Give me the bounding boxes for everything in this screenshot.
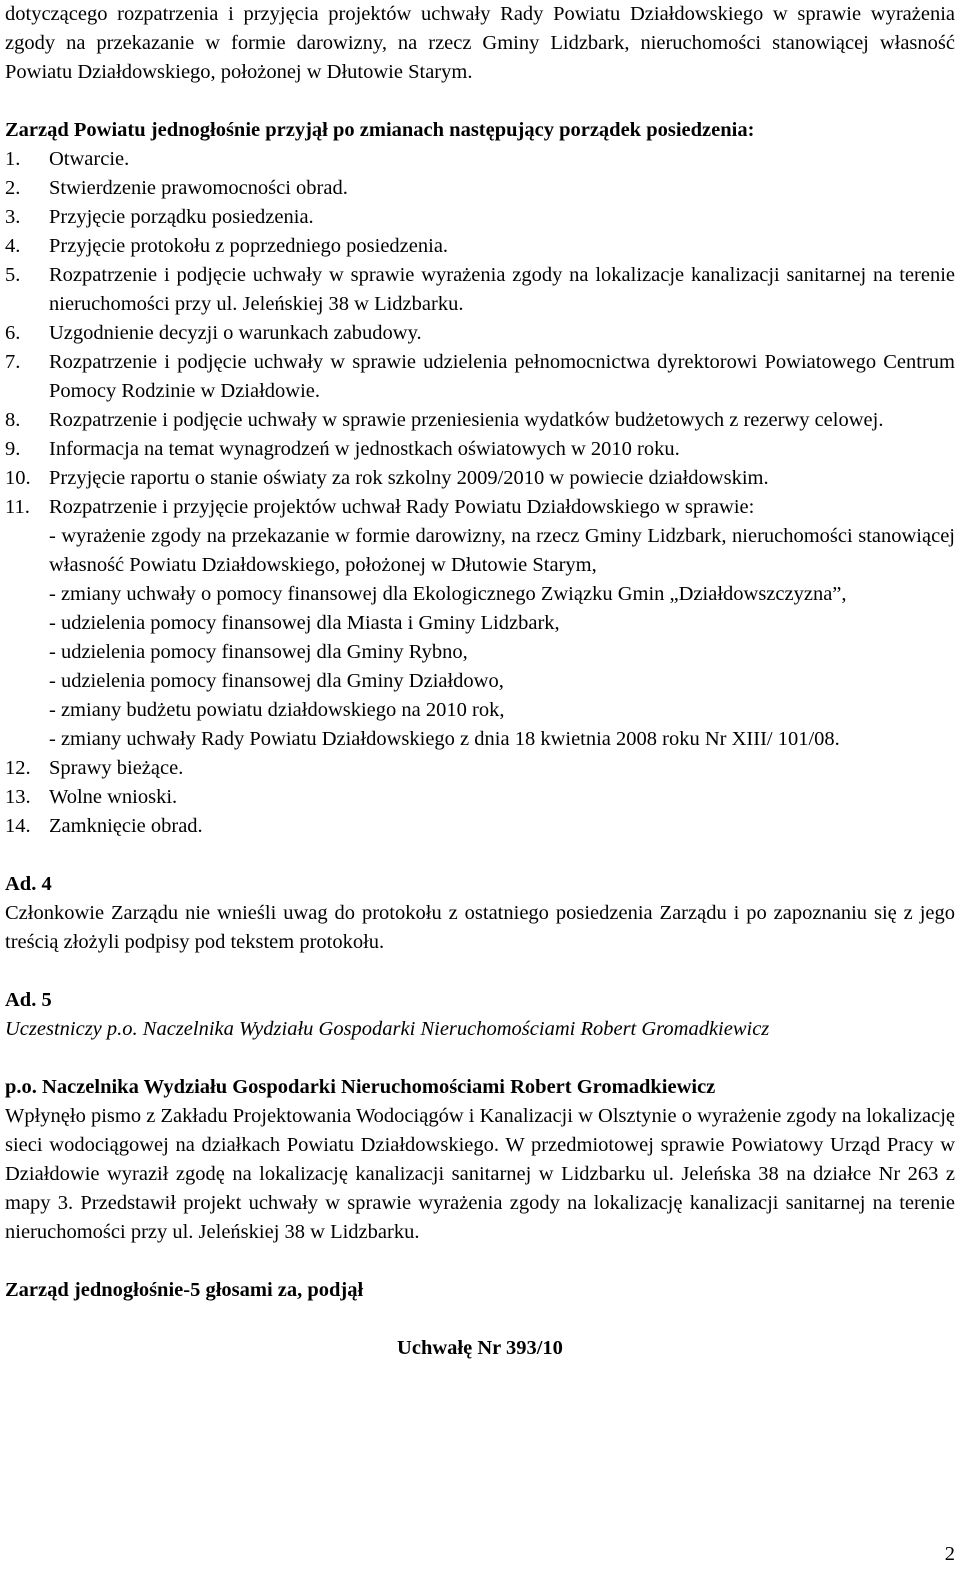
agenda-subitem: - zmiany budżetu powiatu działdowskiego na 2010 rok, <box>49 699 505 721</box>
agenda-subitem: - zmiany uchwały o pomocy finansowej dla Ekologicznego Związku Gmin „Działdowszczyzna”, <box>49 583 847 605</box>
agenda-subitem: - udzielenia pomocy finansowej dla Gminy Działdowo, <box>49 670 504 692</box>
agenda-item: 12. Sprawy bieżące. <box>5 757 184 779</box>
agenda-item: 10. Przyjęcie raportu o stanie oświaty za rok szkolny 2009/2010 w powiecie działdowskim. <box>5 467 769 489</box>
agenda-item-11-text: Rozpatrzenie i przyjęcie projektów uchwał Rady Powiatu Działdowskiego w sprawie: <box>49 496 755 518</box>
agenda-item: 9. Informacja na temat wynagrodzeń w jednostkach oświatowych w 2010 roku. <box>5 438 680 460</box>
ad5-text: Wpłynęło pismo z Zakładu Projektowania Wodociągów i Kanalizacji w Olsztynie o wyrażenie zgody na lokalizację sieci wodociągowej na działkach Powiatu Działdowskiego. W przedmiotowej sprawie Powiatowy Urząd Pracy w Działdowie wyraził zgodę na lokalizację kanalizacji sanitarnej w Lidzbarku ul. Jeleńska 38 na działce Nr 263 z mapy 3. Przedstawił projekt uchwały w sprawie wyrażenia zgody na lokalizację kanalizacji sanitarnej na terenie nieruchomości przy ul. Jeleńskiej 38 w Lidzbarku. <box>5 1105 955 1243</box>
agenda-item: 1. Otwarcie. <box>5 148 130 170</box>
agenda-item: 11. Rozpatrzenie i przyjęcie projektów uchwał Rady Powiatu Działdowskiego w sprawie: - wyrażenie zgody na przekazanie w formie darowizny, na rzecz Gminy Lidzbark, nieruchomości stanowiącej własność Powiatu Działdowskiego, położonej w Dłutowie Starym, - zmiany uchwały o pomocy finansowej dla Ekologicznego Związku Gmin „Działdowszczyzna”, - udzielenia pomocy finansowej dla Miasta i Gminy Lidzbark, - udzielenia pomocy finansowej dla Gminy Rybno, - udzielenia pomocy finansowej dla Gminy Działdowo, - zmiany budżetu powiatu działdowskiego na 2010 rok, - zmiany uchwały Rady Powiatu Działdowskiego z dnia 18 kwietnia 2008 roku Nr XIII/ 101/08. <box>5 493 955 754</box>
agenda-item: 8. Rozpatrzenie i podjęcie uchwały w sprawie przeniesienia wydatków budżetowych z rezerwy celowej. <box>5 409 884 431</box>
agenda-heading: Zarząd Powiatu jednogłośnie przyjął po zmianach następujący porządek posiedzenia: <box>5 119 755 141</box>
agenda-subitem: - wyrażenie zgody na przekazanie w formie darowizny, na rzecz Gminy Lidzbark, nieruchomości stanowiącej własność Powiatu Działdowskiego, położonej w Dłutowie Starym, <box>49 525 955 576</box>
ad5-participants: Uczestniczy p.o. Naczelnika Wydziału Gospodarki Nieruchomościami Robert Gromadkiewicz <box>5 1018 770 1040</box>
agenda-item: 13. Wolne wnioski. <box>5 786 178 808</box>
agenda-11-subitems <box>49 522 955 754</box>
ad4-text: Członkowie Zarządu nie wnieśli uwag do protokołu z ostatniego posiedzenia Zarządu i po zapoznaniu się z jego treścią złożyli podpisy pod tekstem protokołu. <box>5 902 955 953</box>
intro-paragraph: dotyczącego rozpatrzenia i przyjęcia projektów uchwały Rady Powiatu Działdowskiego w sprawie wyrażenia zgody na przekazanie w formie darowizny, na rzecz Gminy Lidzbark, nieruchomości stanowiącej własność Powiatu Działdowskiego, położonej w Dłutowie Starym. <box>5 3 955 83</box>
agenda-item: 2. Stwierdzenie prawomocności obrad. <box>5 177 348 199</box>
agenda-subitem: - zmiany uchwały Rady Powiatu Działdowskiego z dnia 18 kwietnia 2008 roku Nr XIII/ 101/08. <box>49 728 840 750</box>
ad5-heading: Ad. 5 <box>5 989 52 1011</box>
ad5-speaker: p.o. Naczelnika Wydziału Gospodarki Nieruchomościami Robert Gromadkiewicz <box>5 1076 716 1098</box>
ad4-heading: Ad. 4 <box>5 873 52 895</box>
agenda-list <box>5 145 955 841</box>
agenda-item: 5. Rozpatrzenie i podjęcie uchwały w sprawie wyrażenia zgody na lokalizacje kanalizacji sanitarnej na terenie nieruchomości przy ul. Jeleńskiej 38 w Lidzbarku. <box>5 264 955 315</box>
agenda-item: 14. Zamknięcie obrad. <box>5 815 203 837</box>
agenda-subitem: - udzielenia pomocy finansowej dla Gminy Rybno, <box>49 641 468 663</box>
ad5-decision: Zarząd jednogłośnie-5 głosami za, podjął <box>5 1279 364 1301</box>
agenda-item: 7. Rozpatrzenie i podjęcie uchwały w sprawie udzielenia pełnomocnictwa dyrektorowi Powiatowego Centrum Pomocy Rodzinie w Działdowie. <box>5 351 955 402</box>
resolution-number: Uchwałę Nr 393/10 <box>397 1337 563 1359</box>
agenda-subitem: - udzielenia pomocy finansowej dla Miasta i Gminy Lidzbark, <box>49 612 560 634</box>
agenda-item: 4. Przyjęcie protokołu z poprzedniego posiedzenia. <box>5 235 449 257</box>
document-page <box>5 0 955 1363</box>
agenda-item: 6. Uzgodnienie decyzji o warunkach zabudowy. <box>5 322 422 344</box>
agenda-item: 3. Przyjęcie porządku posiedzenia. <box>5 206 314 228</box>
page-number: 2 <box>944 1543 955 1565</box>
